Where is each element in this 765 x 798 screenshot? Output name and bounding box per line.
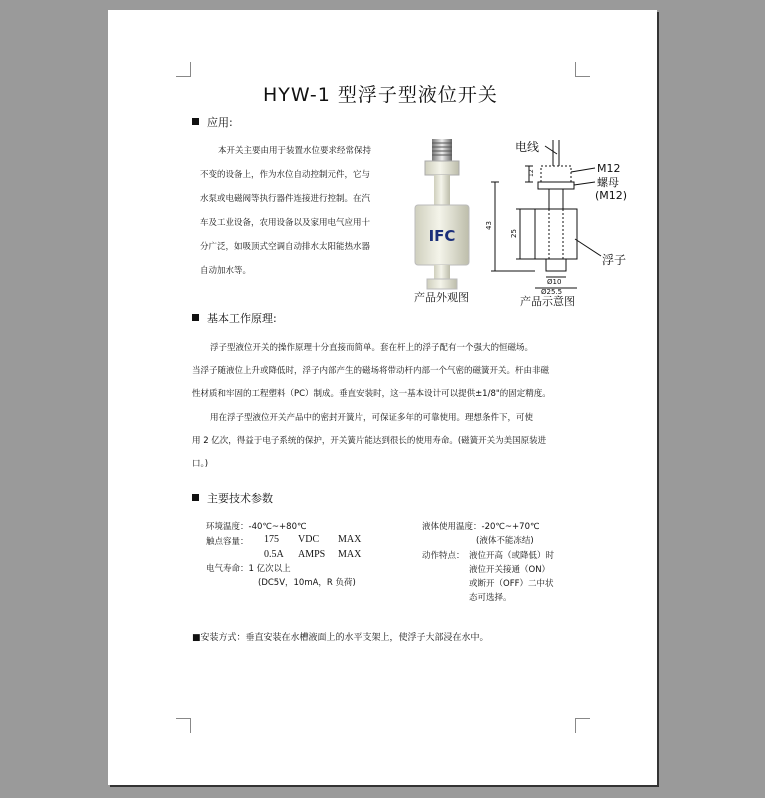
application-line: 不变的设备上，作为水位自动控制元件，它与 — [200, 170, 371, 180]
label-nut: 螺母 — [597, 176, 619, 189]
application-line: 水泵或电磁阀等执行器件连接进行控制。在汽 — [200, 194, 371, 204]
bullet-square-icon — [192, 314, 199, 321]
crop-mark-bottom-right — [575, 718, 590, 733]
application-heading-text: 应用: — [207, 116, 233, 129]
crop-mark-top-right — [575, 62, 590, 77]
diagram-caption: 产品示意图 — [520, 295, 575, 308]
page-title: HYW-1 型浮子型液位开关 — [263, 84, 498, 106]
dim-43: 43 — [485, 221, 493, 230]
application-line: 本开关主要由用于装置水位要求经常保持 — [218, 146, 372, 156]
spec-contact-v-unit: VDC — [298, 534, 320, 545]
spec-action-line: 态可选择。 — [469, 593, 512, 603]
label-float: 浮子 — [602, 253, 627, 267]
spec-liquid-temp: 液体使用温度：-20℃~+70℃ — [422, 522, 540, 532]
application-line: 车及工业设备，农用设备以及家用电气应用十 — [200, 218, 371, 228]
spec-liquid-note: (液体不能冻结) — [476, 536, 534, 546]
dim-12: 12 — [528, 169, 535, 177]
principle-line: 浮子型液位开关的操作原理十分直接而简单。套在杆上的浮子配有一个强大的恒磁场。 — [210, 343, 534, 353]
application-line: 自动加水等。 — [200, 266, 252, 276]
spec-action-label: 动作特点： — [422, 551, 465, 561]
product-schematic — [475, 128, 650, 294]
spec-action-line: 或断开（OFF）二中状 — [469, 579, 554, 589]
crop-mark-bottom-left — [176, 718, 191, 733]
label-nut-spec: (M12) — [595, 189, 628, 202]
dim-phi10: Ø10 — [547, 278, 562, 286]
principle-heading — [192, 310, 277, 326]
specs-heading-text: 主要技术参数 — [207, 492, 273, 505]
spec-contact-a-unit: AMPS — [298, 549, 326, 560]
principle-line: 性材质和牢固的工程塑料（PC）制成。垂直安装时，这一基本设计可以提供±1/8"的固定精度。 — [192, 389, 551, 399]
bullet-square-icon — [192, 118, 199, 125]
principle-line: 当浮子随液位上升或降低时，浮子内部产生的磁场将带动杆内部一个气密的磁簧开关。杆由非磁 — [192, 366, 550, 376]
photo-caption: 产品外观图 — [414, 291, 469, 304]
dim-phi255: Ø25.5 — [541, 288, 563, 294]
bullet-square-icon — [192, 494, 199, 501]
principle-heading-text: 基本工作原理: — [207, 312, 277, 325]
spec-env-temp: 环境温度：-40℃~+80℃ — [206, 522, 307, 532]
principle-line: 口。) — [192, 459, 209, 469]
application-line: 分广泛，如吸顶式空调自动排水太阳能热水器 — [200, 242, 371, 252]
label-m12: M12 — [597, 162, 621, 175]
principle-line: 用在浮子型液位开关产品中的密封开簧片，可保证多年的可靠使用。理想条件下，可使 — [210, 413, 534, 423]
application-heading — [192, 114, 233, 130]
specs-heading — [192, 490, 273, 506]
spec-contact-v-max: MAX — [338, 534, 362, 545]
spec-action-line: 液位开高（或降低）时 — [469, 551, 555, 561]
spec-contact-a: 0.5A — [264, 549, 284, 560]
principle-line: 用 2 亿次，得益于电子系统的保护，开关簧片能达到很长的使用寿命。(磁簧开关为美国原装进 — [192, 436, 547, 446]
dim-25: 25 — [510, 229, 518, 238]
document-page — [108, 10, 657, 785]
spec-contact-a-max: MAX — [338, 549, 362, 560]
install-note: ■安装方式：垂直安装在水槽液面上的水平支架上，使浮子大部浸在水中。 — [192, 633, 489, 643]
product-brand-logo: IFC — [428, 227, 456, 245]
spec-contact-label: 触点容量： — [206, 537, 249, 547]
label-wire: 电线 — [515, 140, 540, 154]
product-photo — [405, 135, 480, 295]
spec-contact-v: 175 — [264, 534, 279, 545]
spec-life: 电气寿命：1 亿次以上 — [206, 564, 291, 574]
crop-mark-top-left — [176, 62, 191, 77]
spec-life-note: (DC5V，10mA，R 负荷) — [258, 578, 356, 588]
spec-action-line: 液位开关接通（ON） — [469, 565, 551, 575]
